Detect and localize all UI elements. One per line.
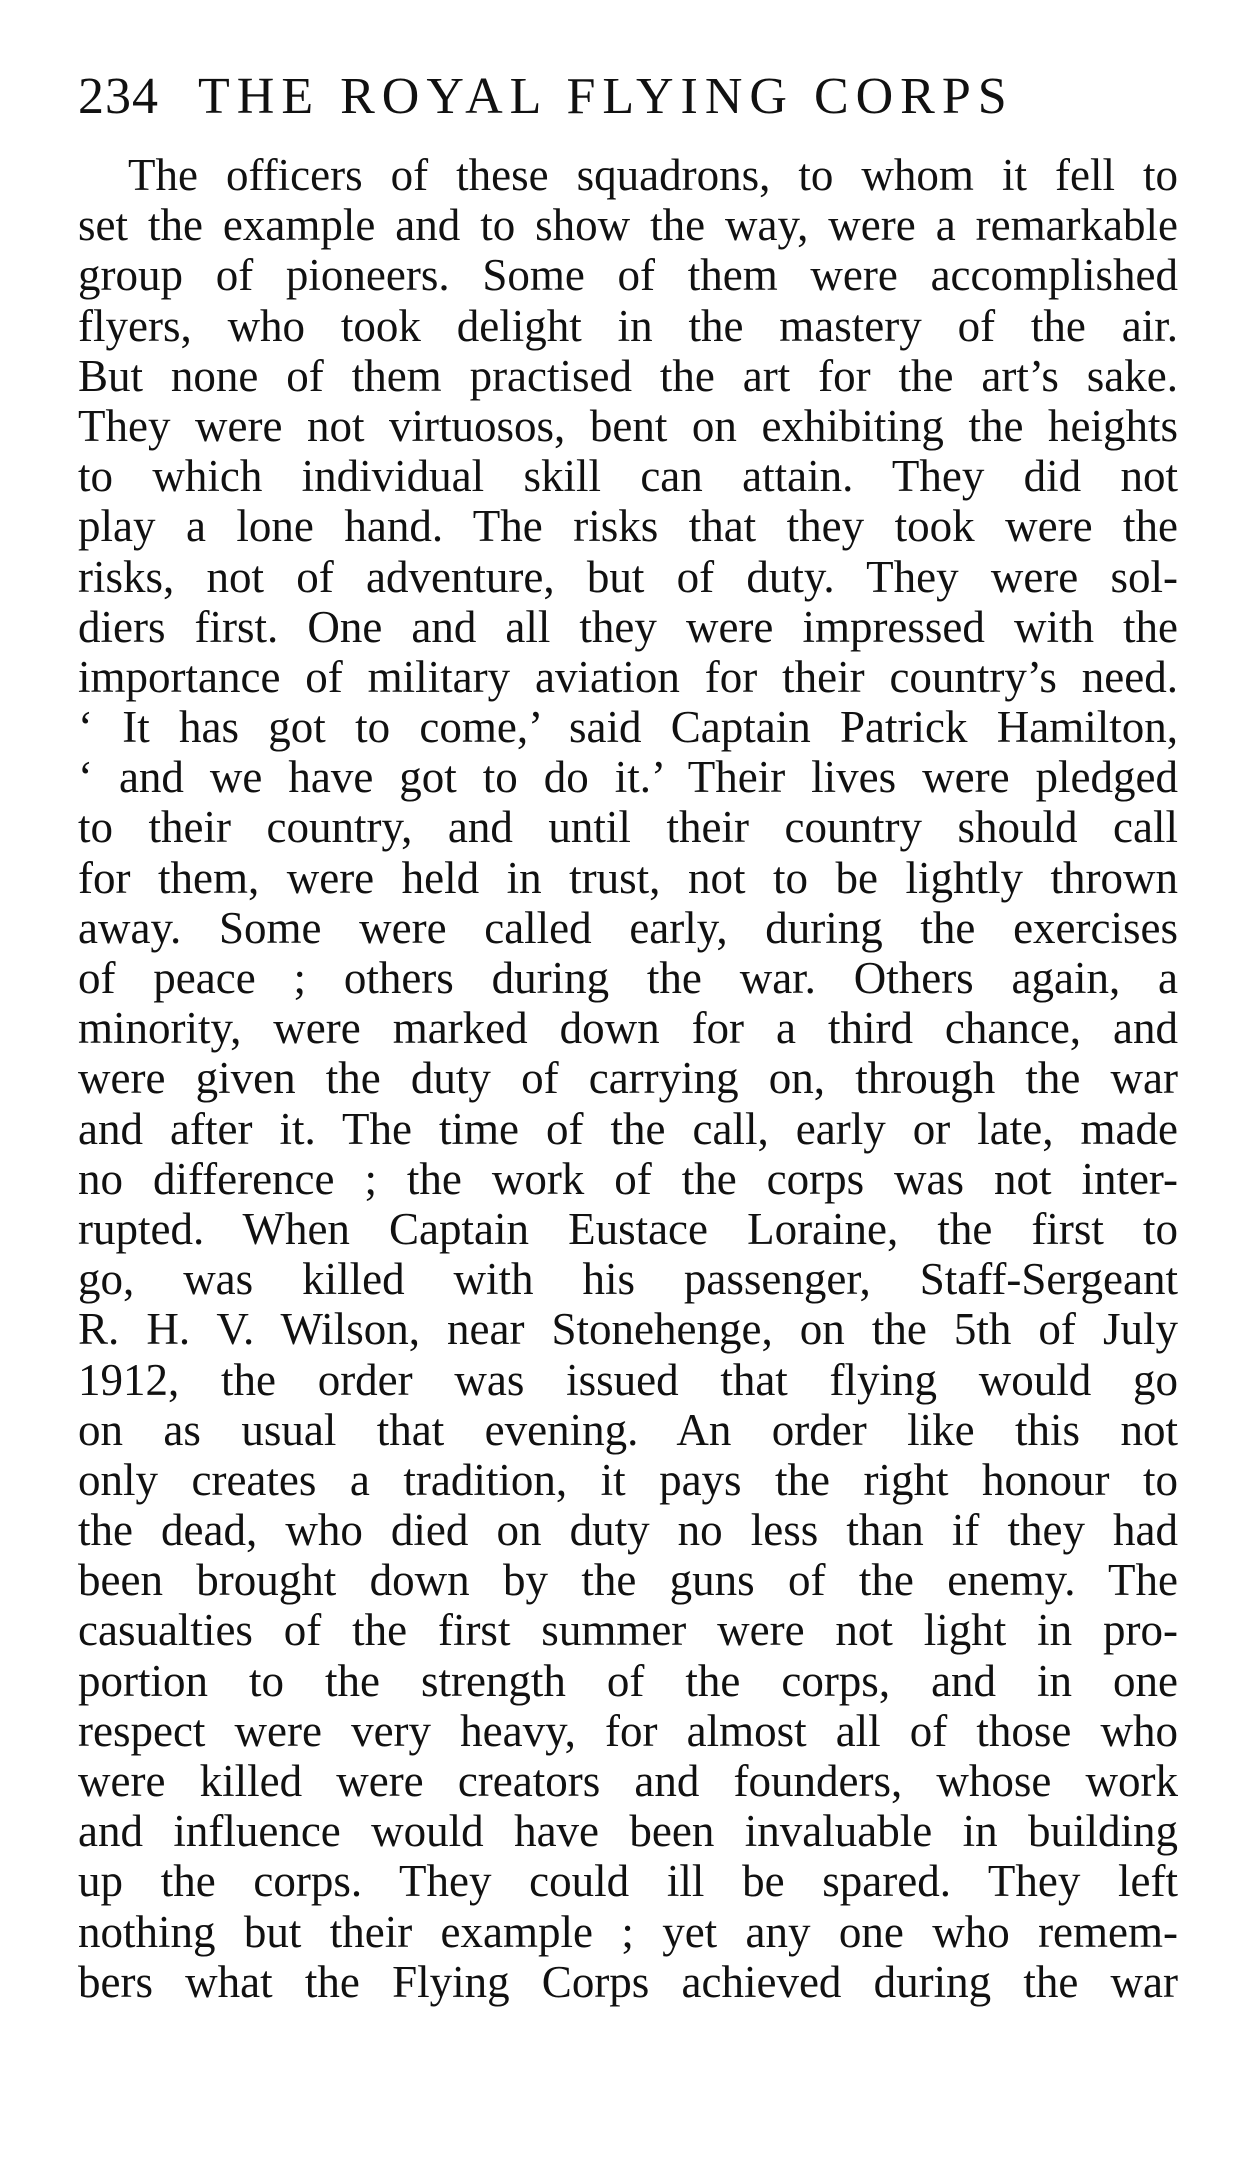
text-line: nothing but their example ; yet any one who remem- [78,1906,1178,1957]
text-line: the dead, who died on duty no less than if they had [78,1505,1178,1556]
text-line: But none of them practised the art for the art’s sake. [78,350,1178,401]
text-line: portion to the strength of the corps, and in one [78,1655,1178,1706]
body-text [78,150,1178,2007]
text-line: no difference ; the work of the corps was not inter- [78,1153,1178,1204]
text-line: respect were very heavy, for almost all of those who [78,1705,1178,1756]
text-line: risks, not of adventure, but of duty. They were sol- [78,551,1178,602]
running-head [78,62,1178,132]
text-line: of peace ; others during the war. Others again, a [78,953,1178,1003]
text-line: The officers of these squadrons, to whom it fell to [128,150,1178,200]
text-line: go, was killed with his passenger, Staff-Sergeant [78,1254,1178,1305]
text-line: casualties of the first summer were not light in pro- [78,1605,1178,1656]
text-line: diers first. One and all they were impressed with the [78,601,1178,652]
text-line: for them, were held in trust, not to be lightly thrown [78,852,1178,903]
text-line: to which individual skill can attain. They did not [78,451,1178,502]
text-line: bers what the Flying Corps achieved during the war [78,1956,1178,2007]
text-line: They were not virtuosos, bent on exhibiting the heights [78,400,1178,451]
text-line: only creates a tradition, it pays the right honour to [78,1454,1178,1505]
text-line: been brought down by the guns of the enemy. The [78,1555,1178,1606]
text-line: set the example and to show the way, were a remarkable [78,200,1178,251]
text-line: away. Some were called early, during the exercises [78,902,1178,953]
text-line: up the corps. They could ill be spared. They left [78,1856,1178,1907]
page-number: 234 [78,68,159,125]
text-line: were given the duty of carrying on, through the war [78,1053,1178,1104]
text-line: and after it. The time of the call, early or late, made [78,1103,1178,1154]
text-line: and influence would have been invaluable in building [78,1806,1178,1857]
text-line: rupted. When Captain Eustace Loraine, the first to [78,1203,1178,1254]
text-line: play a lone hand. The risks that they took were the [78,501,1178,552]
text-line: 1912, the order was issued that flying would go [78,1354,1178,1405]
text-line: flyers, who took delight in the mastery of the air. [78,300,1178,351]
text-line: were killed were creators and founders, whose work [78,1756,1178,1806]
text-line: group of pioneers. Some of them were accomplished [78,250,1178,301]
running-title: THE ROYAL FLYING CORPS [198,68,1014,125]
text-line: on as usual that evening. An order like this not [78,1404,1178,1455]
text-line: ‘ and we have got to do it.’ Their lives were pledged [78,752,1178,803]
text-line: to their country, and until their country should call [78,802,1178,853]
text-line: ‘ It has got to come,’ said Captain Patrick Hamilton, [78,702,1178,753]
text-line: minority, were marked down for a third chance, and [78,1003,1178,1054]
text-line: R. H. V. Wilson, near Stonehenge, on the 5th of July [78,1304,1178,1355]
text-line: importance of military aviation for their country’s need. [78,651,1178,702]
